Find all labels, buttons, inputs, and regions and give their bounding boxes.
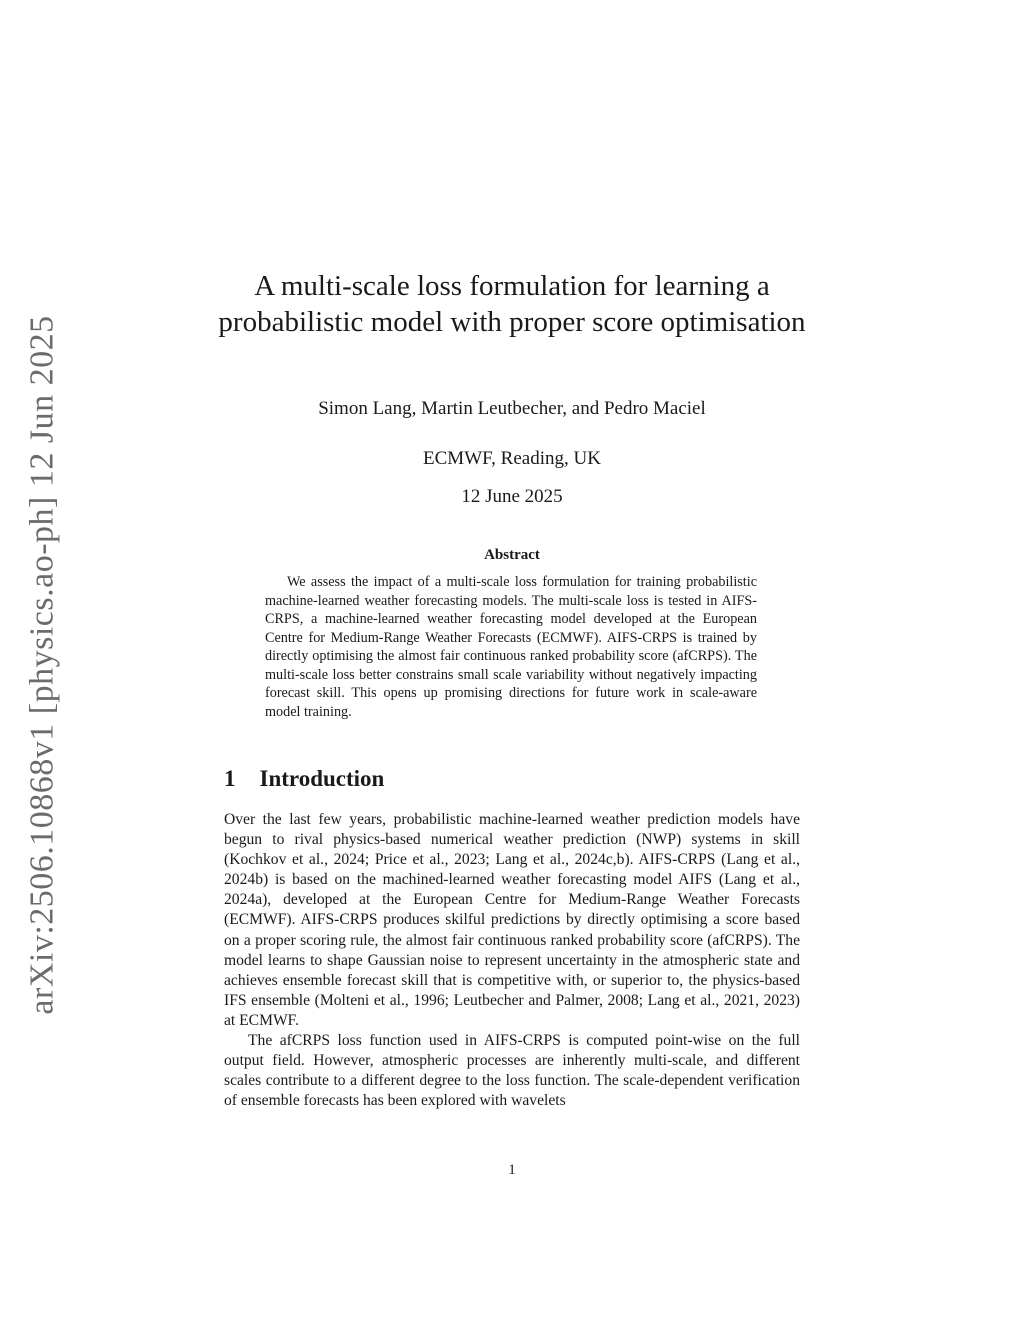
section-number: 1 [224, 766, 236, 791]
affiliation: ECMWF, Reading, UK [423, 448, 601, 469]
introduction-body [224, 810, 800, 1111]
arxiv-side-stamp [22, 315, 64, 1015]
section-heading [224, 766, 384, 792]
paragraph-2: The afCRPS loss function used in AIFS-CRPS is computed point-wise on the full output field. However, atmospheric processes are inherently multi-scale, and different scales contribute to a different degree to the loss function. The scale-dependent verification of ensemble forecasts has been explored with wavelets [224, 1032, 800, 1110]
page-number: 1 [508, 1162, 516, 1178]
abstract-text: We assess the impact of a multi-scale loss formulation for training probabilistic machine-learned weather forecasting models. The multi-scale loss is tested in AIFS-CRPS, a machine-learned weather forecasting model developed at the European Centre for Medium-Range Weather Forecasts (ECMWF). AIFS-CRPS is trained by directly optimising the almost fair continuous ranked probability score (afCRPS). The multi-scale loss better constrains small scale variability without negatively impacting forecast skill. This opens up promising directions for future work in scale-aware model training. [265, 574, 757, 720]
author-list: Simon Lang, Martin Leutbecher, and Pedro Maciel [318, 398, 706, 419]
arxiv-identifier: arXiv:2506.10868v1 [physics.ao-ph] 12 Jun 2025 [24, 315, 61, 1015]
abstract-heading: Abstract [484, 547, 540, 563]
publication-date: 12 June 2025 [461, 486, 563, 507]
section-title: Introduction [259, 766, 385, 791]
paper-title: A multi-scale loss formulation for learning a probabilistic model with proper score optimisation [218, 270, 806, 338]
paragraph-1: Over the last few years, probabilistic machine-learned weather prediction models have begun to rival physics-based numerical weather prediction (NWP) systems in skill (Kochkov et al., 2024; Price et al., 2023; Lang et al., 2024c,b). AIFS-CRPS (Lang et al., 2024b) is based on the machined-learned weather forecasting model AIFS (Lang et al., 2024a), developed at the European Centre for Medium-Range Weather Forecasts (ECMWF). AIFS-CRPS produces skilful predictions by directly optimising a score based on a proper scoring rule, the almost fair continuous ranked probability score (afCRPS). The model learns to shape Gaussian noise to represent uncertainty in the atmospheric state and achieves ensemble forecast skill that is competitive with, or superior to, the physics-based IFS ensemble (Molteni et al., 1996; Leutbecher and Palmer, 2008; Lang et al., 2021, 2023) at ECMWF. [224, 811, 800, 1029]
